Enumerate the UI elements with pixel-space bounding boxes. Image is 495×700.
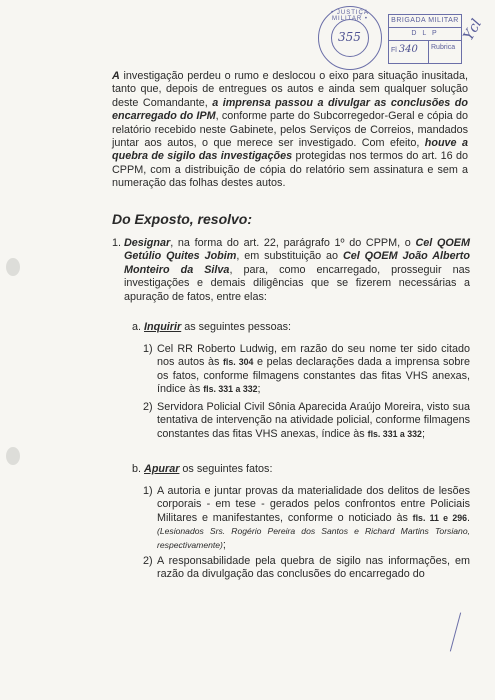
entry-text: Cel RR Roberto Ludwig, em razão do seu nome ter sido citado nos autos às xyxy=(157,343,470,369)
stamp-org: BRIGADA MILITAR xyxy=(389,15,461,28)
subitem-text: as seguintes pessoas: xyxy=(181,321,292,333)
entry-text: A responsabilidade pela quebra de sigilo nas informações, em razão da divulgação das conclusões do encarregado do xyxy=(157,555,470,581)
officer-name: Cel QOEM Getúlio Quites Jobim xyxy=(124,237,470,263)
officer-name: Cel QOEM João Alberto Monteiro da Silva xyxy=(124,250,470,276)
section-heading: Do Exposto, resolvo: xyxy=(112,211,253,227)
subitem-label: a. xyxy=(132,321,142,333)
entry-number: 1) xyxy=(143,343,153,355)
list-item xyxy=(143,401,470,441)
punch-hole-shadow xyxy=(6,447,20,465)
entry-text: Servidora Policial Civil Sônia Aparecida Araújo Moreira, visto sua tentativa de intervenção na atividade policial, conforme filmagens constantes das fitas VHS anexas, índice às xyxy=(157,401,470,440)
stamp-fl-value: 340 xyxy=(398,44,418,55)
entry-number: 2) xyxy=(143,555,153,567)
stamp-rubrica-label: Rubrica xyxy=(431,44,456,51)
seal-ring-text: • JUSTIÇA MILITAR • xyxy=(331,10,369,22)
subitem-label: b. xyxy=(132,463,142,475)
para-emphasis-imprensa: a imprensa passou a divulgar as conclusões do encarregado do IPM xyxy=(112,96,468,123)
handwritten-initials: Ycl xyxy=(460,16,486,44)
entry-text: e pelas declarações dada a imprensa sobre os fatos, conforme filmagens constantes das fitas VHS anexas, índice às xyxy=(157,356,470,396)
para-emphasis-sigilo: houve a quebra de sigilo das investigações xyxy=(112,137,468,163)
subitem-verb: Apurar xyxy=(144,463,180,475)
para-text: investigação perdeu o rumo e deslocou o eixo para situação inusitada, tanto que, depois de entregues os autos e ainda sem qualquer solução deste Comandante, xyxy=(112,70,468,109)
entry-text: ; xyxy=(222,538,226,551)
page-ref: fls. 331 a 332 xyxy=(203,384,258,395)
item-text: , em substituição ao xyxy=(236,250,343,263)
page-ref: fls. 304 xyxy=(222,357,254,368)
stamp-unit: D L P xyxy=(389,28,461,41)
entry-note: (Lesionados Srs. Rogério Pereira dos Santos e Richard Martins Torsiano, respectivamente) xyxy=(157,526,470,550)
subitem-a xyxy=(132,321,291,334)
para-initial: A xyxy=(112,70,120,82)
page-ref: fls. 331 a 332 xyxy=(367,428,422,439)
item-number: 1. xyxy=(112,237,122,249)
brigada-militar-stamp xyxy=(388,14,462,64)
entry-number: 1) xyxy=(143,485,153,497)
subitem-verb: Inquirir xyxy=(144,321,182,333)
para-text: , conforme parte do Subcorregedor-Geral e cópia do relatório recebido neste Gabinete, pelos Serviços de Correios, mandados juntar aos autos, o que merece ser investigado. Com efeito, xyxy=(112,110,468,150)
stamp-folio-cell xyxy=(389,41,429,63)
stamp-fl-label: Fl xyxy=(391,47,397,54)
entry-text: . xyxy=(467,511,470,524)
intro-paragraph xyxy=(112,70,468,191)
entry-text: A autoria e juntar provas da materialidade dos delitos de lesões corporais - em tese - gerados pelos confrontos entre Policiais Militares e manifestantes, conforme o noticiado às xyxy=(157,485,470,524)
entry-text: ; xyxy=(257,383,261,396)
stamp-rubrica-cell xyxy=(429,41,461,63)
para-text: protegidas nos termos do art. 16 do CPPM, com a distribuição de cópia do relatório sem assinatura e sem a numeração das folhas destes autos. xyxy=(112,150,468,190)
seal-handwritten-number: 355 xyxy=(338,30,361,44)
margin-pen-mark xyxy=(450,613,461,652)
item-1 xyxy=(112,237,470,304)
item-text: , na forma do art. 22, parágrafo 1º do CPPM, o xyxy=(170,237,416,249)
item-text: , para, como encarregado, prosseguir nas investigações e demais diligências que se fizerem necessárias a apuração de fatos, entre elas: xyxy=(124,263,470,303)
subitem-b xyxy=(132,463,272,476)
list-item xyxy=(143,343,470,397)
entry-text: ; xyxy=(421,427,425,440)
punch-hole-shadow xyxy=(6,258,20,276)
item-verb: Designar xyxy=(124,237,171,249)
justica-militar-seal xyxy=(318,6,382,70)
entry-number: 2) xyxy=(143,401,153,413)
list-item xyxy=(143,485,470,552)
list-item xyxy=(143,555,470,582)
page-ref: fls. 11 e 296 xyxy=(412,512,467,523)
subitem-text: os seguintes fatos: xyxy=(179,463,273,475)
